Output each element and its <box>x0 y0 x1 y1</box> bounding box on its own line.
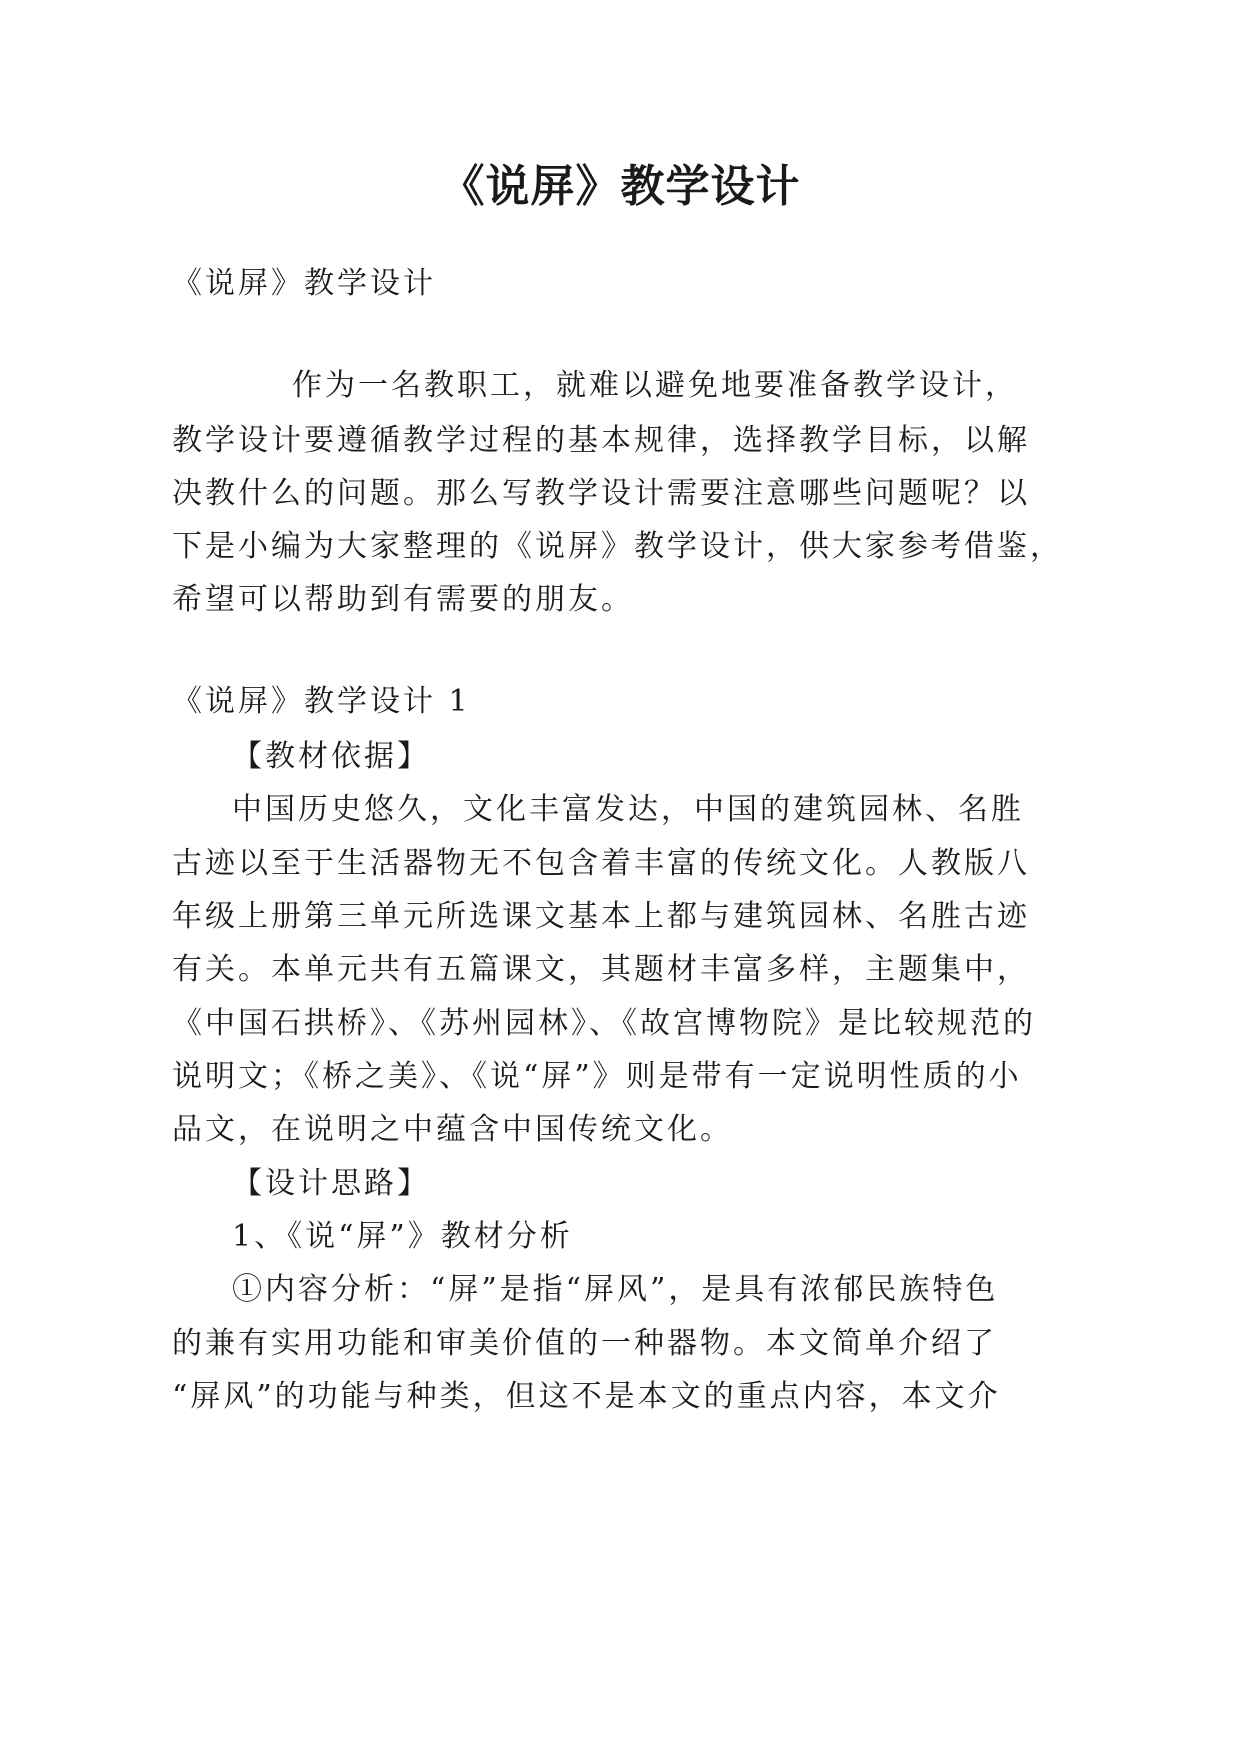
document-subtitle: 《说屏》教学设计 <box>172 266 436 301</box>
intro-line: 作为一名教职工，就难以避免地要准备教学设计， <box>292 368 1018 403</box>
intro-line: 下是小编为大家整理的《说屏》教学设计，供大家参考借鉴， <box>172 529 1063 564</box>
basis-line: 中国历史悠久，文化丰富发达，中国的建筑园林、名胜 <box>232 792 1024 827</box>
basis-line: 年级上册第三单元所选课文基本上都与建筑园林、名胜古迹 <box>172 899 1030 934</box>
analysis-line: 的兼有实用功能和审美价值的一种器物。本文简单介绍了 <box>172 1326 997 1361</box>
design-heading: 【设计思路】 <box>232 1166 430 1201</box>
basis-heading: 【教材依据】 <box>232 739 430 774</box>
analysis-line: ①内容分析：“屏”是指“屏风”，是具有浓郁民族特色 <box>232 1272 999 1307</box>
document-title: 《说屏》教学设计 <box>440 161 801 212</box>
intro-line: 希望可以帮助到有需要的朋友。 <box>172 582 634 617</box>
intro-line: 决教什么的问题。那么写教学设计需要注意哪些问题呢？以 <box>172 476 1030 511</box>
intro-line: 教学设计要遵循教学过程的基本规律，选择教学目标，以解 <box>172 423 1030 458</box>
analysis-heading: 1、《说“屏”》教材分析 <box>232 1219 573 1254</box>
analysis-line: “屏风”的功能与种类，但这不是本文的重点内容，本文介 <box>172 1379 1001 1414</box>
basis-line: 说明文；《桥之美》、《说“屏”》则是带有一定说明性质的小 <box>172 1059 1022 1094</box>
basis-line: 《中国石拱桥》、《苏州园林》、《故宫博物院》是比较规范的 <box>172 1006 1036 1041</box>
basis-line: 有关。本单元共有五篇课文，其题材丰富多样，主题集中， <box>172 952 1030 987</box>
section-heading: 《说屏》教学设计 1 <box>172 684 471 719</box>
basis-line: 古迹以至于生活器物无不包含着丰富的传统文化。人教版八 <box>172 846 1030 881</box>
basis-line: 品文，在说明之中蕴含中国传统文化。 <box>172 1112 733 1147</box>
